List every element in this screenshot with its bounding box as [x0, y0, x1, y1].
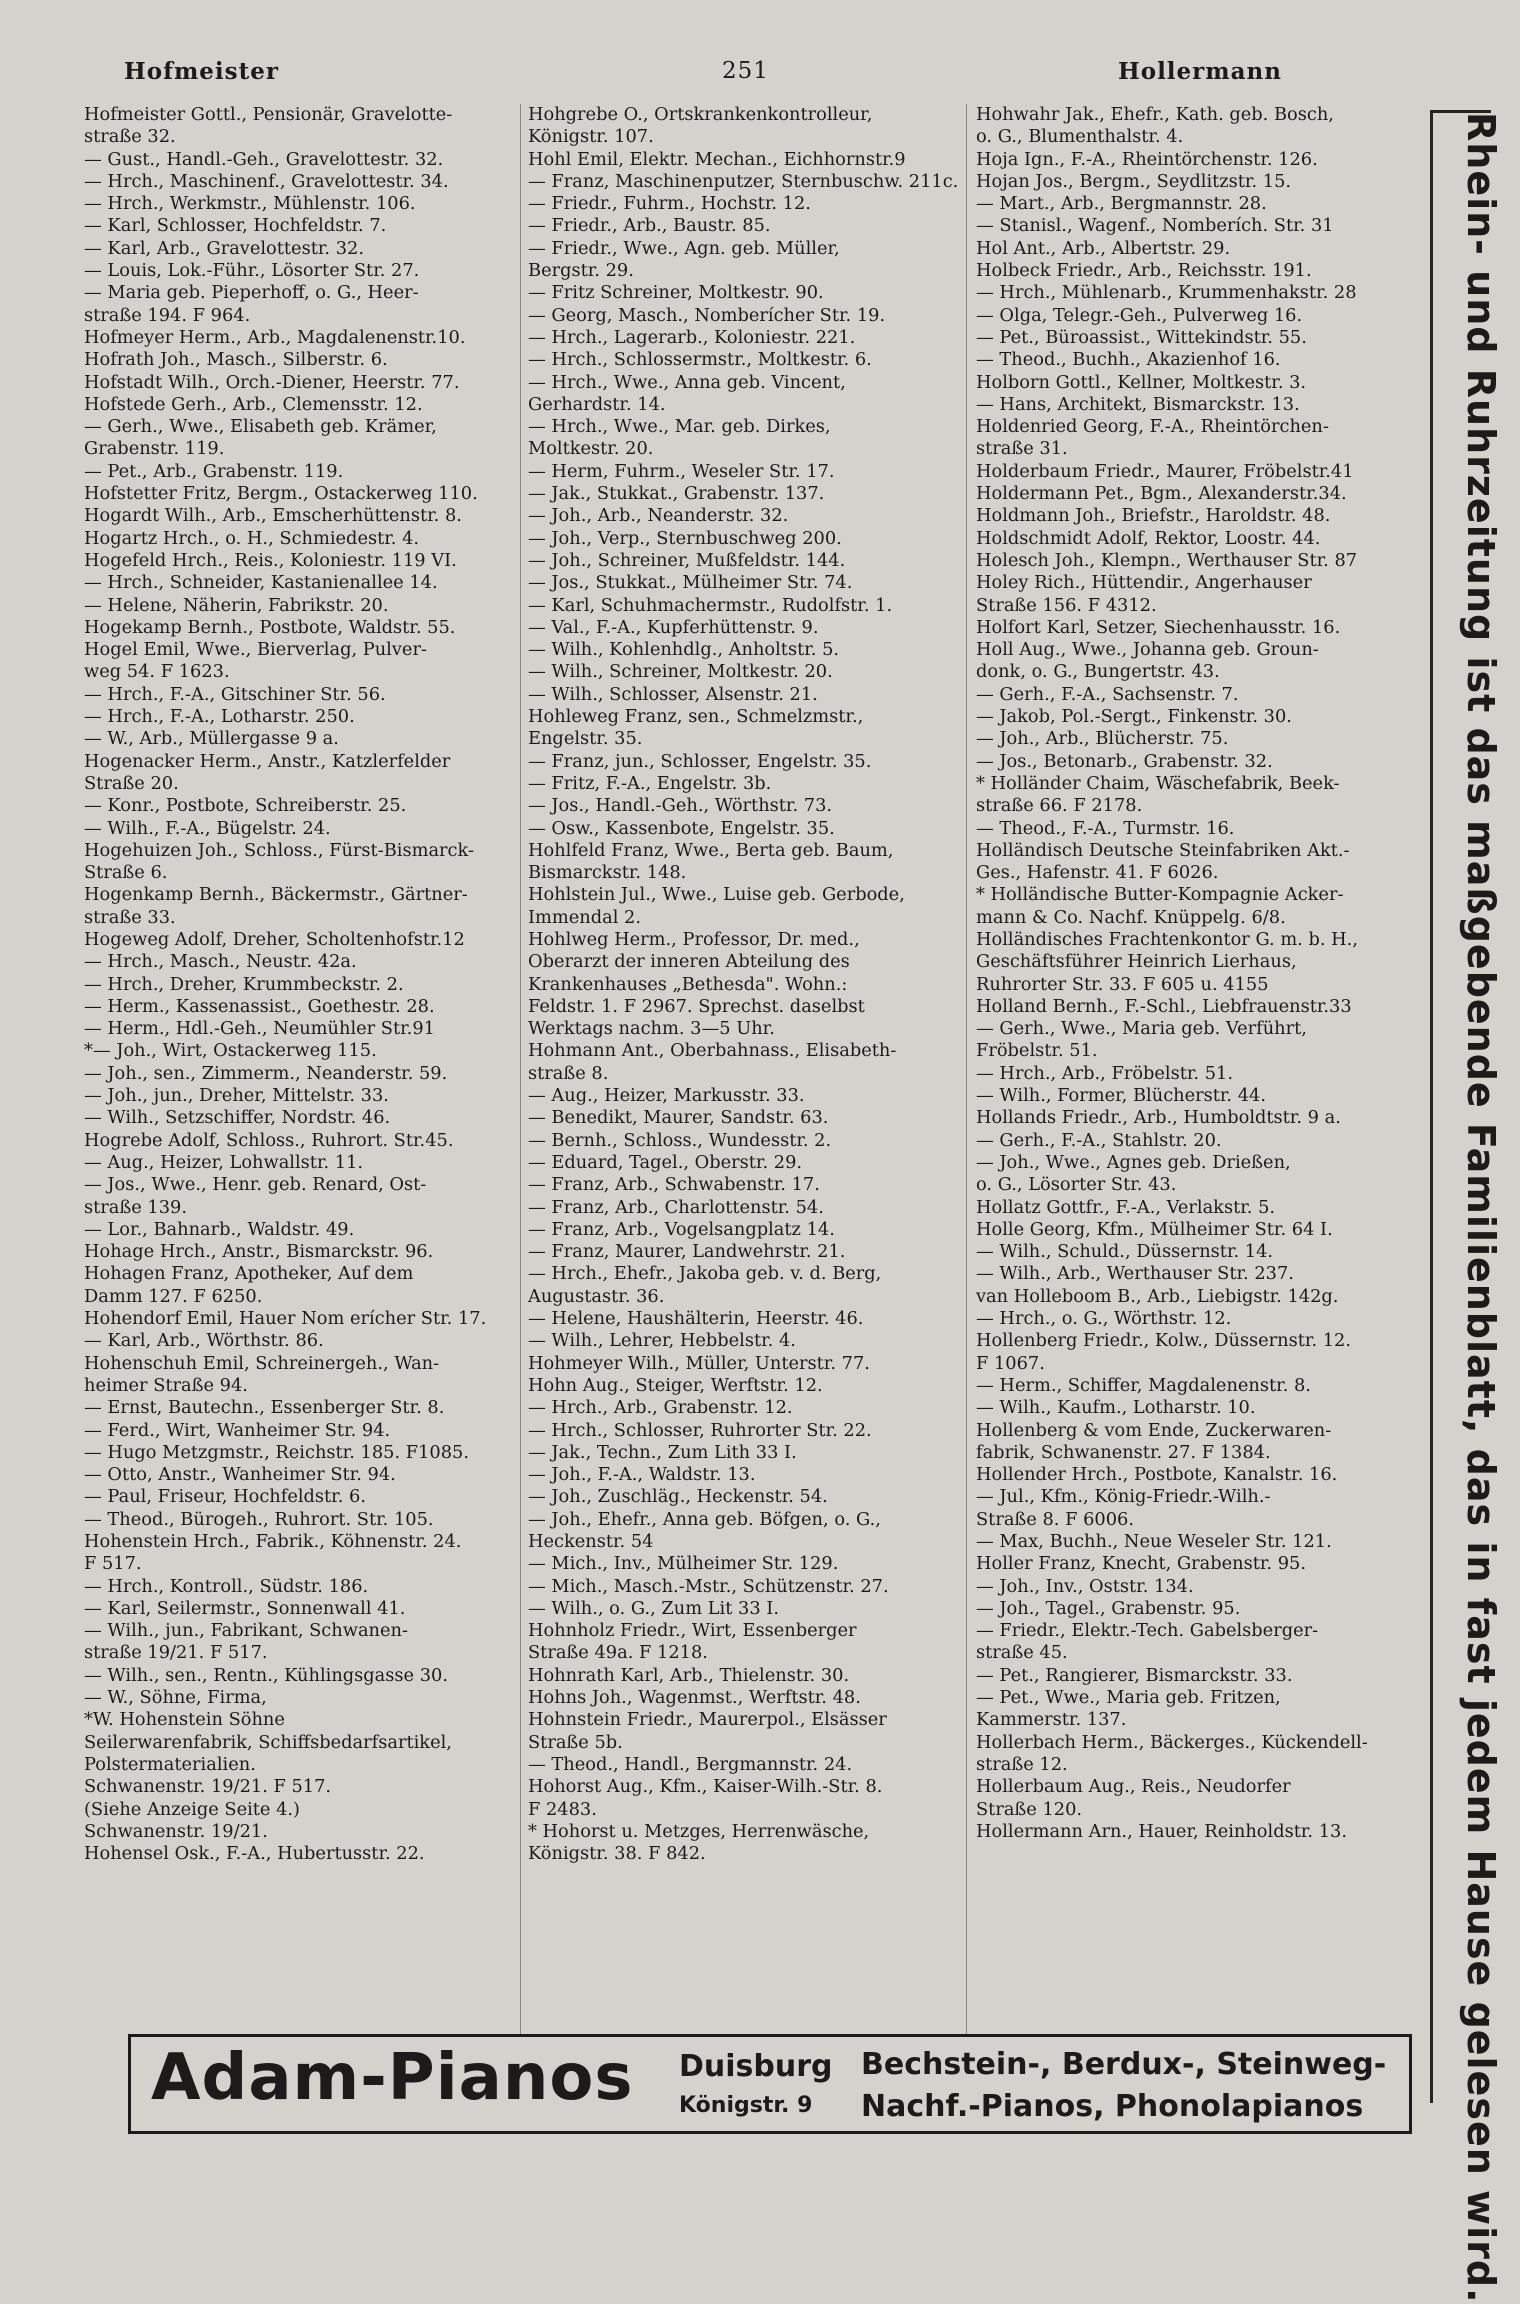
directory-entry-line: — Karl, Schuhmachermstr., Rudolfstr. 1. [528, 594, 893, 616]
directory-entry-line: — Gerh., Wwe., Maria geb. Verführt, [976, 1018, 1307, 1040]
column-1 [84, 104, 516, 1865]
directory-entry-line: Hollands Friedr., Arb., Humboldtstr. 9 a. [976, 1107, 1341, 1129]
directory-entry-line: — Joh., Zuschläg., Heckenstr. 54. [528, 1486, 828, 1508]
directory-entry-line: Hofmeyer Herm., Arb., Magdalenenstr.10. [84, 326, 466, 348]
directory-entry-line: Hohenschuh Emil, Schreinergeh., Wan- [84, 1352, 440, 1374]
directory-entry-line: — Maria geb. Pieperhoff, o. G., Heer- [84, 282, 419, 304]
directory-entry-line: — Jak., Techn., Zum Lith 33 I. [528, 1441, 797, 1463]
directory-entry-line: — W., Arb., Müllergasse 9 a. [84, 728, 339, 750]
directory-entry-line: — Fritz Schreiner, Moltkestr. 90. [528, 282, 824, 304]
directory-entry-line: *W. Hohenstein Söhne [84, 1709, 285, 1731]
directory-entry-line: — Paul, Friseur, Hochfeldstr. 6. [84, 1486, 366, 1508]
directory-entry-line: — Hrch., Schneider, Kastanienallee 14. [84, 572, 438, 594]
bottom-advertisement [128, 2034, 1412, 2134]
header-right-keyword: Hollermann [1118, 58, 1282, 85]
directory-entry-line: Hollermann Arn., Hauer, Reinholdstr. 13. [976, 1820, 1347, 1842]
header-left-keyword: Hofmeister [124, 58, 279, 85]
directory-entry-line: — Hrch., Ehefr., Jakoba geb. v. d. Berg, [528, 1263, 882, 1285]
directory-entry-line: * Hohorst u. Metzges, Herrenwäsche, [528, 1820, 870, 1842]
directory-entry-line: — Theod., Buchh., Akazienhof 16. [976, 349, 1281, 371]
directory-entry-line: — Wilh., Kaufm., Lotharstr. 10. [976, 1397, 1256, 1419]
directory-entry-line: Hofstetter Fritz, Bergm., Ostackerweg 110. [84, 483, 478, 505]
directory-entry-line: — Wilh., Kohlenhdlg., Anholtstr. 5. [528, 639, 840, 661]
directory-entry-line: Holländisch Deutsche Steinfabriken Akt.- [976, 839, 1350, 861]
directory-entry-line: — Georg, Masch., Nomberícher Str. 19. [528, 304, 886, 326]
directory-entry-line: Holdschmidt Adolf, Rektor, Loostr. 44. [976, 527, 1321, 549]
directory-entry-line: Hofstede Gerh., Arb., Clemensstr. 12. [84, 393, 423, 415]
directory-entry-line: Hogekamp Bernh., Postbote, Waldstr. 55. [84, 616, 456, 638]
directory-entry-line: — Pet., Rangierer, Bismarckstr. 33. [976, 1664, 1293, 1686]
directory-entry-line: Hohendorf Emil, Hauer Nom erícher Str. 17. [84, 1308, 487, 1330]
ad-street: Königstr. 9 [679, 2093, 813, 2118]
directory-entry-line: Hohagen Franz, Apotheker, Auf dem [84, 1263, 414, 1285]
directory-entry-line: — Otto, Anstr., Wanheimer Str. 94. [84, 1464, 396, 1486]
directory-entry-line: — Joh., Inv., Oststr. 134. [976, 1575, 1194, 1597]
directory-entry-line: Holbeck Friedr., Arb., Reichsstr. 191. [976, 260, 1312, 282]
directory-entry-line: — Franz, Arb., Schwabenstr. 17. [528, 1174, 820, 1196]
directory-entry-line: — Hrch., Masch., Neustr. 42a. [84, 951, 357, 973]
directory-entry-line: weg 54. F 1623. [84, 661, 230, 683]
column-2 [528, 104, 958, 1865]
directory-entry-line: — Joh., Schreiner, Mußfeldstr. 144. [528, 549, 846, 571]
directory-entry-line: — Friedr., Arb., Baustr. 85. [528, 215, 771, 237]
directory-entry-line: Hohnholz Friedr., Wirt, Essenberger [528, 1620, 857, 1642]
directory-entry-line: — Pet., Arb., Grabenstr. 119. [84, 460, 344, 482]
directory-entry-line: — Hrch., Arb., Grabenstr. 12. [528, 1397, 793, 1419]
directory-entry-line: — Benedikt, Maurer, Sandstr. 63. [528, 1107, 829, 1129]
directory-entry-line: — Friedr., Wwe., Agn. geb. Müller, [528, 237, 840, 259]
directory-entry-line: Holey Rich., Hüttendir., Angerhauser [976, 572, 1312, 594]
directory-entry-line: Holler Franz, Knecht, Grabenstr. 95. [976, 1553, 1307, 1575]
directory-entry-line: Hohgrebe O., Ortskrankenkontrolleur, [528, 104, 873, 125]
directory-entry-line: — Hrch., Wwe., Anna geb. Vincent, [528, 371, 846, 393]
directory-entry-line: — Olga, Telegr.-Geh., Pulverweg 16. [976, 304, 1303, 326]
directory-entry-line: Hofrath Joh., Masch., Silberstr. 6. [84, 349, 388, 371]
directory-entry-line: Hollatz Gottfr., F.-A., Verlakstr. 5. [976, 1196, 1276, 1218]
directory-entry-line: — Joh., F.-A., Waldstr. 13. [528, 1464, 756, 1486]
directory-entry-line: Hogeweg Adolf, Dreher, Scholtenhofstr.12 [84, 928, 465, 950]
directory-entry-line: — Herm., Schiffer, Magdalenenstr. 8. [976, 1374, 1311, 1396]
directory-entry-line: — Eduard, Tagel., Oberstr. 29. [528, 1151, 803, 1173]
directory-entry-line: — Franz, Maurer, Landwehrstr. 21. [528, 1241, 846, 1263]
directory-entry-line: — Herm., Kassenassist., Goethestr. 28. [84, 995, 435, 1017]
directory-entry-line: — Hrch., Wwe., Mar. geb. Dirkes, [528, 416, 831, 438]
directory-entry-line: — Karl, Schlosser, Hochfeldstr. 7. [84, 215, 387, 237]
directory-entry-line: — Mich., Masch.-Mstr., Schützenstr. 27. [528, 1575, 889, 1597]
directory-entry-line: straße 12. [976, 1753, 1068, 1775]
directory-entry-line: Hohleweg Franz, sen., Schmelzmstr., [528, 706, 864, 728]
directory-entry-line: straße 33. [84, 906, 176, 928]
directory-entry-line: o. G., Lösorter Str. 43. [976, 1174, 1177, 1196]
directory-entry-line: — Franz, jun., Schlosser, Engelstr. 35. [528, 750, 872, 772]
directory-entry-line: — Hrch., Kontroll., Südstr. 186. [84, 1575, 369, 1597]
directory-entry-line: Feldstr. 1. F 2967. Sprechst. daselbst [528, 995, 865, 1017]
directory-entry-line: van Holleboom B., Arb., Liebigstr. 142g. [976, 1285, 1339, 1307]
directory-entry-line: — Jos., Stukkat., Mülheimer Str. 74. [528, 572, 853, 594]
directory-entry-line: — Joh., Verp., Sternbuschweg 200. [528, 527, 842, 549]
directory-entry-line: — Herm, Fuhrm., Weseler Str. 17. [528, 460, 835, 482]
directory-entry-line: — Wilh., sen., Rentn., Kühlingsgasse 30. [84, 1664, 448, 1686]
directory-entry-line: — Helene, Näherin, Fabrikstr. 20. [84, 594, 389, 616]
directory-entry-line: Hohage Hrch., Anstr., Bismarckstr. 96. [84, 1241, 434, 1263]
directory-entry-line: Hogehuizen Joh., Schloss., Fürst-Bismarck- [84, 839, 474, 861]
directory-entry-line: Straße 6. [84, 862, 168, 884]
directory-entry-line: Seilerwarenfabrik, Schiffsbedarfsartikel, [84, 1731, 452, 1753]
directory-entry-line: Krankenhauses „Bethesda". Wohn.: [528, 973, 848, 995]
directory-entry-line: — Herm., Hdl.-Geh., Neumühler Str.91 [84, 1018, 435, 1040]
ad-line-2: Nachf.-Pianos, Phonolapianos [861, 2089, 1364, 2124]
directory-entry-line: — Jos., Betonarb., Grabenstr. 32. [976, 750, 1273, 772]
directory-entry-line: — Wilh., Schlosser, Alsenstr. 21. [528, 683, 818, 705]
directory-entry-line: Straße 49a. F 1218. [528, 1642, 708, 1664]
directory-entry-line: Hollerbaum Aug., Reis., Neudorfer [976, 1776, 1291, 1798]
directory-entry-line: — Gust., Handl.-Geh., Gravelottestr. 32. [84, 148, 444, 170]
directory-entry-line: Hohlstein Jul., Wwe., Luise geb. Gerbode, [528, 884, 905, 906]
directory-entry-line: donk, o. G., Bungertstr. 43. [976, 661, 1220, 683]
directory-entry-line: — Ferd., Wirt, Wanheimer Str. 94. [84, 1419, 391, 1441]
directory-entry-line: — Wilh., Schreiner, Moltkestr. 20. [528, 661, 833, 683]
directory-entry-line: — Joh., sen., Zimmerm., Neanderstr. 59. [84, 1062, 448, 1084]
directory-entry-line: — Hans, Architekt, Bismarckstr. 13. [976, 393, 1300, 415]
directory-entry-line: F 517. [84, 1553, 142, 1575]
column-3 [976, 104, 1406, 1843]
directory-entry-line: — Hrch., F.-A., Gitschiner Str. 56. [84, 683, 386, 705]
directory-entry-line: — Gerh., F.-A., Sachsenstr. 7. [976, 683, 1239, 705]
directory-entry-line: — Joh., Tagel., Grabenstr. 95. [976, 1597, 1241, 1619]
directory-entry-line: F 1067. [976, 1352, 1045, 1374]
directory-entry-line: — Osw., Kassenbote, Engelstr. 35. [528, 817, 835, 839]
directory-entry-line: — Ernst, Bautechn., Essenberger Str. 8. [84, 1397, 445, 1419]
directory-entry-line: Oberarzt der inneren Abteilung des [528, 951, 850, 973]
directory-entry-line: Moltkestr. 20. [528, 438, 654, 460]
directory-entry-line: Holl Aug., Wwe., Johanna geb. Groun- [976, 639, 1319, 661]
directory-entry-line: Ges., Hafenstr. 41. F 6026. [976, 862, 1219, 884]
directory-entry-line: — Joh., Wwe., Agnes geb. Drießen, [976, 1151, 1291, 1173]
directory-entry-line: Hohnstein Friedr., Maurerpol., Elsässer [528, 1709, 887, 1731]
directory-entry-line: Grabenstr. 119. [84, 438, 225, 460]
directory-entry-line: * Holländische Butter-Kompagnie Acker- [976, 884, 1344, 906]
directory-entry-line: — Karl, Seilermstr., Sonnenwall 41. [84, 1597, 406, 1619]
directory-entry-line: Holdermann Pet., Bgm., Alexanderstr.34. [976, 483, 1347, 505]
directory-entry-line: — Val., F.-A., Kupferhüttenstr. 9. [528, 616, 819, 638]
directory-entry-line: — Bernh., Schloss., Wundesstr. 2. [528, 1129, 832, 1151]
directory-entry-line: Gerhardstr. 14. [528, 393, 666, 415]
directory-entry-line: straße 8. [528, 1062, 609, 1084]
directory-entry-line: straße 31. [976, 438, 1068, 460]
directory-entry-line: Hofstadt Wilh., Orch.-Diener, Heerstr. 77. [84, 371, 460, 393]
directory-entry-line: — Aug., Heizer, Lohwallstr. 11. [84, 1151, 364, 1173]
directory-entry-line: — Hrch., Schlosser, Ruhrorter Str. 22. [528, 1419, 872, 1441]
directory-entry-line: straße 45. [976, 1642, 1068, 1664]
directory-entry-line: Schwanenstr. 19/21. F 517. [84, 1776, 332, 1798]
ad-city: Duisburg [679, 2049, 833, 2084]
directory-entry-line: straße 66. F 2178. [976, 795, 1143, 817]
directory-entry-line: Straße 5b. [528, 1731, 623, 1753]
directory-entry-line: — Jakob, Pol.-Sergt., Finkenstr. 30. [976, 706, 1292, 728]
directory-entry-line: — Pet., Büroassist., Wittekindstr. 55. [976, 326, 1307, 348]
directory-entry-line: — Jak., Stukkat., Grabenstr. 137. [528, 483, 825, 505]
directory-entry-line: Augustastr. 36. [528, 1285, 665, 1307]
directory-entry-line: — Karl, Arb., Wörthstr. 86. [84, 1330, 324, 1352]
directory-entry-line: Holländisches Frachtenkontor G. m. b. H., [976, 928, 1358, 950]
directory-entry-line: Straße 120. [976, 1798, 1083, 1820]
directory-entry-line: — Wilh., Lehrer, Hebbelstr. 4. [528, 1330, 796, 1352]
directory-entry-line: Hogel Emil, Wwe., Bierverlag, Pulver- [84, 639, 427, 661]
directory-entry-line: Hol Ant., Arb., Albertstr. 29. [976, 237, 1231, 259]
directory-entry-line: Heckenstr. 54 [528, 1531, 654, 1552]
directory-entry-line: Hohl Emil, Elektr. Mechan., Eichhornstr.9 [528, 148, 906, 170]
directory-entry-line: — Hrch., Werkmstr., Mühlenstr. 106. [84, 193, 416, 215]
directory-entry-line: Hohwahr Jak., Ehefr., Kath. geb. Bosch, [976, 104, 1334, 125]
directory-entry-line: fabrik, Schwanenstr. 27. F 1384. [976, 1441, 1271, 1463]
directory-entry-line: — Hrch., Mühlenarb., Krummenhakstr. 28 [976, 282, 1357, 304]
directory-entry-line: Straße 20. [84, 772, 179, 794]
directory-entry-line: — Max, Buchh., Neue Weseler Str. 121. [976, 1531, 1332, 1552]
directory-entry-line: — Wilh., jun., Fabrikant, Schwanen- [84, 1620, 408, 1642]
directory-entry-line: Hohlweg Herm., Professor, Dr. med., [528, 928, 860, 950]
directory-entry-line: — Theod., Handl., Bergmannstr. 24. [528, 1753, 853, 1775]
directory-entry-line: — Gerh., Wwe., Elisabeth geb. Krämer, [84, 416, 437, 438]
directory-entry-line: straße 194. F 964. [84, 304, 251, 326]
ad-brand: Adam-Pianos [151, 2041, 634, 2115]
directory-entry-line: Polstermaterialien. [84, 1753, 256, 1775]
directory-entry-line: — Hrch., Schlossermstr., Moltkestr. 6. [528, 349, 872, 371]
directory-entry-line: Werktags nachm. 3—5 Uhr. [528, 1018, 775, 1040]
directory-entry-line: Holdmann Joh., Briefstr., Haroldstr. 48. [976, 505, 1331, 527]
directory-entry-line: Straße 8. F 6006. [976, 1508, 1134, 1530]
directory-entry-line: — Fritz, F.-A., Engelstr. 3b. [528, 772, 772, 794]
directory-entry-line: Straße 156. F 4312. [976, 594, 1157, 616]
directory-entry-line: Hohnrath Karl, Arb., Thielenstr. 30. [528, 1664, 850, 1686]
directory-entry-line: — Theod., Bürogeh., Ruhrort. Str. 105. [84, 1508, 434, 1530]
directory-entry-line: mann & Co. Nachf. Knüppelg. 6/8. [976, 906, 1286, 928]
directory-entry-line: — Franz, Arb., Charlottenstr. 54. [528, 1196, 824, 1218]
directory-entry-line: — Joh., Arb., Blücherstr. 75. [976, 728, 1229, 750]
directory-entry-line: — Hrch., o. G., Wörthstr. 12. [976, 1308, 1232, 1330]
directory-entry-line: — Wilh., Arb., Werthauser Str. 237. [976, 1263, 1294, 1285]
directory-entry-line: Hollender Hrch., Postbote, Kanalstr. 16. [976, 1464, 1338, 1486]
directory-entry-line: — Aug., Heizer, Markusstr. 33. [528, 1085, 805, 1107]
directory-entry-line: — Friedr., Elektr.-Tech. Gabelsberger- [976, 1620, 1319, 1642]
directory-entry-line: Hogefeld Hrch., Reis., Koloniestr. 119 VI. [84, 549, 457, 571]
directory-entry-line: Holland Bernh., F.-Schl., Liebfrauenstr.33 [976, 995, 1352, 1017]
directory-entry-line: Damm 127. F 6250. [84, 1285, 263, 1307]
directory-entry-line: — Franz, Arb., Vogelsangplatz 14. [528, 1218, 835, 1240]
directory-entry-line: — Hrch., Dreher, Krummbeckstr. 2. [84, 973, 404, 995]
directory-entry-line: Holle Georg, Kfm., Mülheimer Str. 64 I. [976, 1218, 1333, 1240]
directory-entry-line: Hogardt Wilh., Arb., Emscherhüttenstr. 8. [84, 505, 462, 527]
directory-entry-line: Holborn Gottl., Kellner, Moltkestr. 3. [976, 371, 1307, 393]
directory-entry-line: Hogenacker Herm., Anstr., Katzlerfelder [84, 750, 451, 772]
directory-entry-line: Geschäftsführer Heinrich Lierhaus, [976, 951, 1297, 973]
directory-entry-line: Ruhrorter Str. 33. F 605 u. 4155 [976, 973, 1269, 995]
directory-entry-line: Hojan Jos., Bergm., Seydlitzstr. 15. [976, 170, 1292, 192]
directory-entry-line: * Holländer Chaim, Wäschefabrik, Beek- [976, 772, 1340, 794]
directory-entry-line: Hollerbach Herm., Bäckerges., Kückendell- [976, 1731, 1368, 1753]
directory-entry-line: Hollenberg Friedr., Kolw., Düssernstr. 12. [976, 1330, 1352, 1352]
directory-entry-line: Hoja Ign., F.-A., Rheintörchenstr. 126. [976, 148, 1318, 170]
directory-entry-line: F 2483. [528, 1798, 597, 1820]
directory-entry-line: heimer Straße 94. [84, 1374, 248, 1396]
directory-entry-line: Hogenkamp Bernh., Bäckermstr., Gärtner- [84, 884, 468, 906]
directory-entry-line: Hohn Aug., Steiger, Werftstr. 12. [528, 1374, 823, 1396]
directory-entry-line: Hogrebe Adolf, Schloss., Ruhrort. Str.45. [84, 1129, 454, 1151]
directory-entry-line: — Gerh., F.-A., Stahlstr. 20. [976, 1129, 1222, 1151]
directory-entry-line: — Wilh., F.-A., Bügelstr. 24. [84, 817, 331, 839]
directory-entry-line: (Siehe Anzeige Seite 4.) [84, 1798, 300, 1820]
directory-entry-line: Engelstr. 35. [528, 728, 643, 750]
directory-entry-line: — Mart., Arb., Bergmannstr. 28. [976, 193, 1267, 215]
directory-entry-line: — Helene, Haushälterin, Heerstr. 46. [528, 1308, 864, 1330]
directory-entry-line: — Wilh., Setzschiffer, Nordstr. 46. [84, 1107, 391, 1129]
directory-entry-line: — Pet., Wwe., Maria geb. Fritzen, [976, 1687, 1281, 1709]
directory-entry-line: Hofmeister Gottl., Pensionär, Gravelotte- [84, 104, 453, 125]
directory-entry-line: Holdenried Georg, F.-A., Rheintörchen- [976, 416, 1329, 438]
directory-entry-line: — Mich., Inv., Mülheimer Str. 129. [528, 1553, 839, 1575]
directory-entry-line: straße 139. [84, 1196, 188, 1218]
directory-entry-line: — Franz, Maschinenputzer, Sternbuschw. 211c. [528, 170, 958, 192]
directory-entry-line: Königstr. 38. F 842. [528, 1843, 706, 1865]
directory-entry-line: Hogartz Hrch., o. H., Schmiedestr. 4. [84, 527, 420, 549]
directory-entry-line: — Hrch., Maschinenf., Gravelottestr. 34. [84, 170, 449, 192]
directory-entry-line: Kammerstr. 137. [976, 1709, 1127, 1731]
directory-entry-line: — Hrch., Arb., Fröbelstr. 51. [976, 1062, 1234, 1084]
directory-entry-line: — Louis, Lok.-Führ., Lösorter Str. 27. [84, 260, 420, 282]
directory-entry-line: Hohenstein Hrch., Fabrik., Köhnenstr. 24. [84, 1531, 462, 1552]
directory-entry-line: — Hugo Metzgmstr., Reichstr. 185. F1085. [84, 1441, 470, 1463]
directory-entry-line: Fröbelstr. 51. [976, 1040, 1098, 1062]
directory-entry-line: Immendal 2. [528, 906, 642, 928]
directory-entry-line: *— Joh., Wirt, Ostackerweg 115. [84, 1040, 377, 1062]
column-divider [520, 104, 521, 2036]
directory-entry-line: Hollenberg & vom Ende, Zuckerwaren- [976, 1419, 1332, 1441]
directory-entry-line: — Lor., Bahnarb., Waldstr. 49. [84, 1218, 355, 1240]
directory-entry-line: Holesch Joh., Klempn., Werthauser Str. 87 [976, 549, 1358, 571]
directory-entry-line: — Wilh., Schuld., Düssernstr. 14. [976, 1241, 1274, 1263]
directory-entry-line: — Karl, Arb., Gravelottestr. 32. [84, 237, 364, 259]
directory-entry-line: — Wilh., Former, Blücherstr. 44. [976, 1085, 1267, 1107]
directory-entry-line: — Jul., Kfm., König-Friedr.-Wilh.- [976, 1486, 1271, 1508]
directory-entry-line: — Wilh., o. G., Zum Lit 33 I. [528, 1597, 779, 1619]
directory-entry-line: — Hrch., F.-A., Lotharstr. 250. [84, 706, 355, 728]
directory-entry-line: — Hrch., Lagerarb., Koloniestr. 221. [528, 326, 856, 348]
column-divider [966, 104, 967, 2036]
directory-entry-line: — Jos., Wwe., Henr. geb. Renard, Ost- [84, 1174, 427, 1196]
directory-entry-line: Hohmann Ant., Oberbahnass., Elisabeth- [528, 1040, 897, 1062]
directory-entry-line: Hohorst Aug., Kfm., Kaiser-Wilh.-Str. 8. [528, 1776, 883, 1798]
directory-entry-line: — Joh., Arb., Neanderstr. 32. [528, 505, 789, 527]
directory-entry-line: — W., Söhne, Firma, [84, 1687, 267, 1709]
directory-entry-line: Holfort Karl, Setzer, Siechenhausstr. 16. [976, 616, 1341, 638]
directory-entry-line: — Stanisl., Wagenf., Nomberích. Str. 31 [976, 215, 1334, 237]
sidebar-advert-text: Rhein- und Ruhrzeitung ist das maßgebende Familienblatt, das in fast jedem Hause gelesen wird. [1459, 112, 1503, 2304]
directory-entry-line: o. G., Blumenthalstr. 4. [976, 126, 1184, 148]
directory-entry-line: Hohns Joh., Wagenmst., Werftstr. 48. [528, 1687, 861, 1709]
directory-entry-line: Königstr. 107. [528, 126, 654, 148]
directory-entry-line: — Theod., F.-A., Turmstr. 16. [976, 817, 1235, 839]
page-number: 251 [722, 58, 769, 84]
ad-line-1: Bechstein-, Berdux-, Steinweg- [861, 2047, 1387, 2082]
directory-entry-line: — Friedr., Fuhrm., Hochstr. 12. [528, 193, 811, 215]
directory-entry-line: Holderbaum Friedr., Maurer, Fröbelstr.41 [976, 460, 1354, 482]
directory-entry-line: — Jos., Handl.-Geh., Wörthstr. 73. [528, 795, 833, 817]
directory-entry-line: — Konr., Postbote, Schreiberstr. 25. [84, 795, 407, 817]
directory-entry-line: Hohensel Osk., F.-A., Hubertusstr. 22. [84, 1843, 425, 1865]
directory-entry-line: Schwanenstr. 19/21. [84, 1820, 268, 1842]
directory-entry-line: — Joh., Ehefr., Anna geb. Böfgen, o. G., [528, 1508, 881, 1530]
directory-entry-line: straße 19/21. F 517. [84, 1642, 268, 1664]
directory-entry-line: Bismarckstr. 148. [528, 862, 687, 884]
directory-entry-line: Bergstr. 29. [528, 260, 634, 282]
directory-entry-line: Hohlfeld Franz, Wwe., Berta geb. Baum, [528, 839, 894, 861]
directory-entry-line: Hohmeyer Wilh., Müller, Unterstr. 77. [528, 1352, 870, 1374]
directory-entry-line: — Joh., jun., Dreher, Mittelstr. 33. [84, 1085, 389, 1107]
directory-entry-line: straße 32. [84, 126, 176, 148]
